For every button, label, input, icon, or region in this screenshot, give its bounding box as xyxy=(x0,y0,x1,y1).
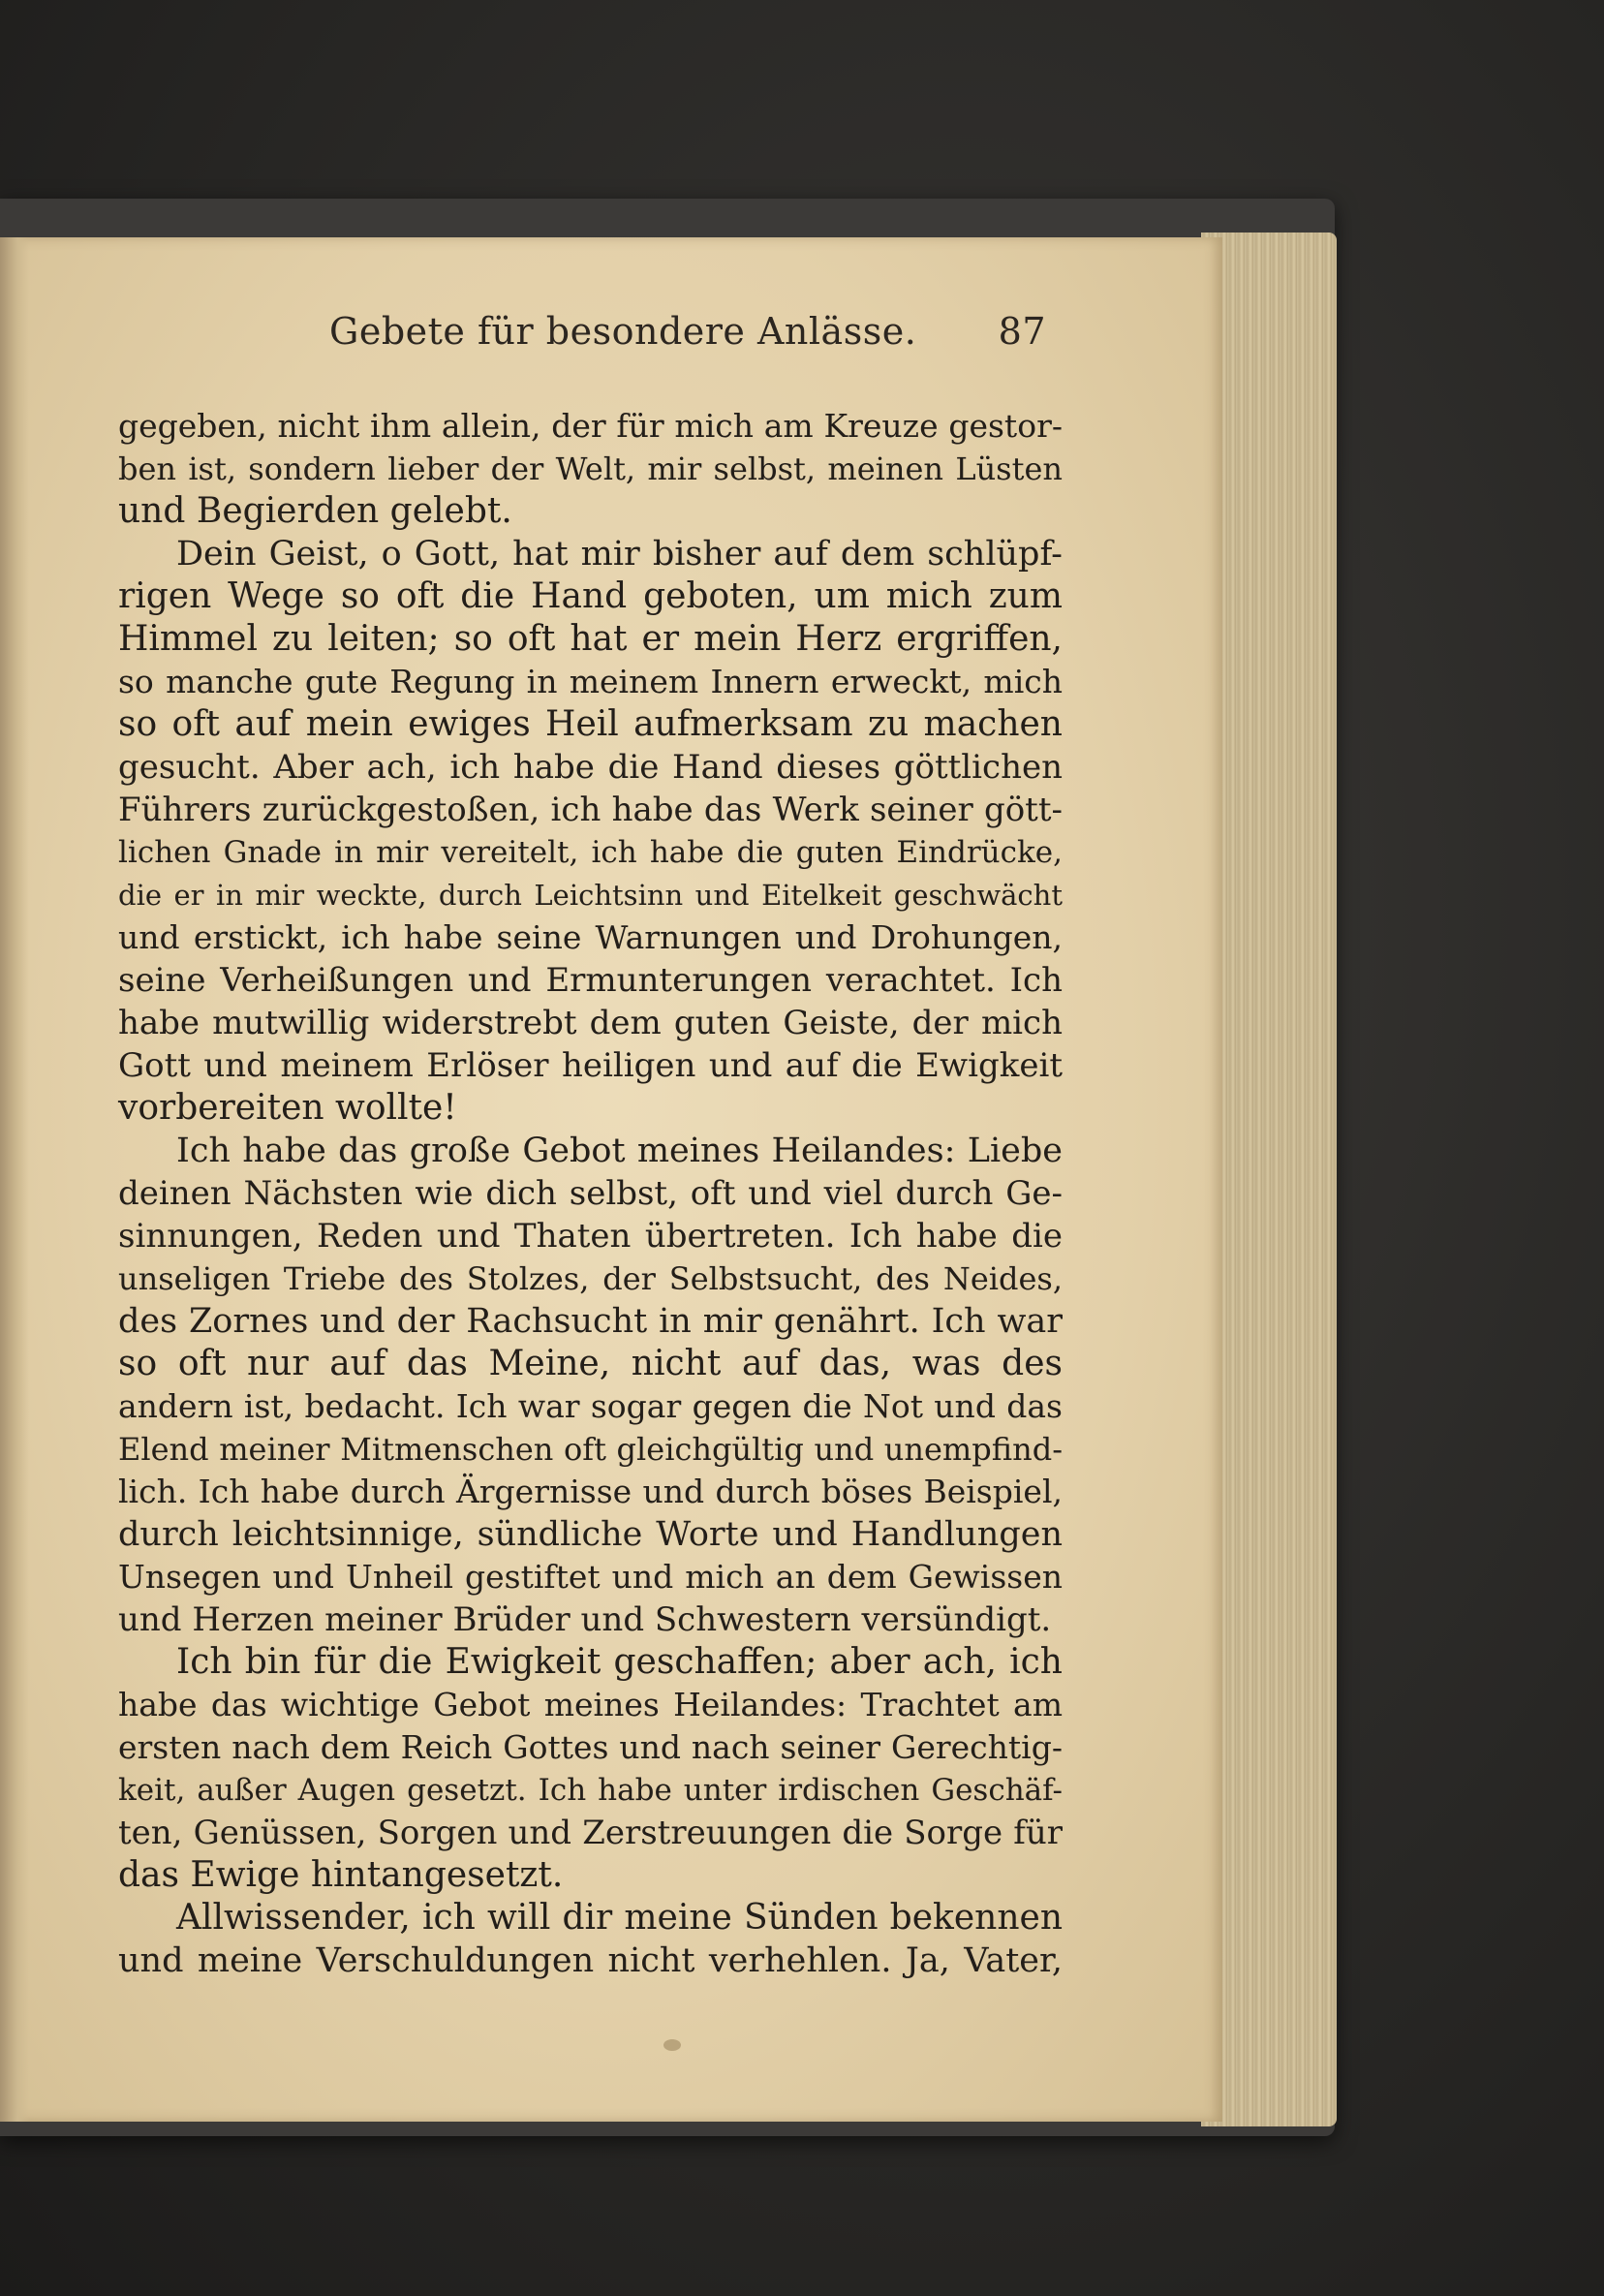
text-line: Ich habe das große Gebot meines Heilandes: Liebe xyxy=(176,1132,1063,1170)
text-line: und erstickt, ich habe seine Warnungen und Drohungen, xyxy=(118,918,1063,956)
text-line: unseligen Triebe des Stolzes, der Selbstsucht, des Neides, xyxy=(118,1260,1063,1297)
text-line: so oft nur auf das Meine, nicht auf das, was des xyxy=(118,1344,1063,1383)
text-line: gegeben, nicht ihm allein, der für mich am Kreuze gestor- xyxy=(118,407,1063,445)
text-line: lich. Ich habe durch Ärgernisse und durch böses Beispiel, xyxy=(118,1473,1063,1510)
body-text xyxy=(118,405,1063,1982)
text-line: habe mutwillig widerstrebt dem guten Geiste, der mich xyxy=(118,1004,1063,1042)
page-gutter xyxy=(0,237,29,2122)
text-line: so manche gute Regung in meinem Innern erweckt, mich xyxy=(118,663,1063,700)
text-line: sinnungen, Reden und Thaten übertreten. Ich habe die xyxy=(118,1217,1063,1256)
text-line: des Zornes und der Rachsucht in mir genährt. Ich war xyxy=(118,1302,1063,1341)
text-line: ersten nach dem Reich Gottes und nach seiner Gerechtig- xyxy=(118,1728,1063,1766)
text-line: das Ewige hintangesetzt. xyxy=(118,1855,564,1895)
text-line: keit, außer Augen gesetzt. Ich habe unter irdischen Geschäf- xyxy=(118,1773,1063,1808)
text-line: und meine Verschuldungen nicht verhehlen. Ja, Vater, xyxy=(118,1941,1063,1980)
text-line: gesucht. Aber ach, ich habe die Hand dieses göttlichen xyxy=(118,748,1063,787)
text-line: Himmel zu leiten; so oft hat er mein Herz ergriffen, xyxy=(118,619,1063,659)
text-line: Elend meiner Mitmenschen oft gleichgültig und unempfind- xyxy=(118,1431,1063,1468)
text-line: vorbereiten wollte! xyxy=(118,1088,457,1128)
text-line: Allwissender, ich will dir meine Sünden bekennen xyxy=(176,1898,1063,1938)
text-line: deinen Nächsten wie dich selbst, oft und viel durch Ge- xyxy=(118,1174,1063,1213)
text-line: Unsegen und Unheil gestiftet und mich an dem Gewissen xyxy=(118,1558,1063,1596)
running-title: Gebete für besondere Anlässe. xyxy=(329,310,917,353)
text-line: rigen Wege so oft die Hand geboten, um mich zum xyxy=(118,576,1063,616)
text-line: lichen Gnade in mir vereitelt, ich habe die guten Eindrücke, xyxy=(118,835,1063,870)
text-line: andern ist, bedacht. Ich war sogar gegen die Not und das xyxy=(118,1387,1063,1425)
ink-smudge xyxy=(663,2039,681,2051)
page-number: 87 xyxy=(998,310,1046,353)
text-line: Führers zurückgestoßen, ich habe das Werk seiner gött- xyxy=(118,791,1063,829)
text-line: so oft auf mein ewiges Heil aufmerksam zu machen xyxy=(118,704,1063,744)
text-line: Dein Geist, o Gott, hat mir bisher auf dem schlüpf- xyxy=(176,535,1063,574)
text-line: Ich bin für die Ewigkeit geschaffen; aber ach, ich xyxy=(176,1642,1063,1682)
text-line: Gott und meinem Erlöser heiligen und auf die Ewigkeit xyxy=(118,1046,1063,1085)
text-line: habe das wichtige Gebot meines Heilandes: Trachtet am xyxy=(118,1686,1063,1723)
text-line: und Begierden gelebt. xyxy=(118,491,512,531)
text-line: ten, Genüssen, Sorgen und Zerstreuungen die Sorge für xyxy=(118,1814,1063,1852)
text-line: durch leichtsinnige, sündliche Worte und Handlungen xyxy=(118,1515,1063,1554)
text-line: seine Verheißungen und Ermunterungen verachtet. Ich xyxy=(118,961,1063,1000)
text-line: und Herzen meiner Brüder und Schwestern versündigt. xyxy=(118,1600,1052,1639)
text-line: ben ist, sondern lieber der Welt, mir selbst, meinen Lüsten xyxy=(118,450,1063,487)
text-line: die er in mir weckte, durch Leichtsinn und Eitelkeit geschwächt xyxy=(118,879,1063,912)
